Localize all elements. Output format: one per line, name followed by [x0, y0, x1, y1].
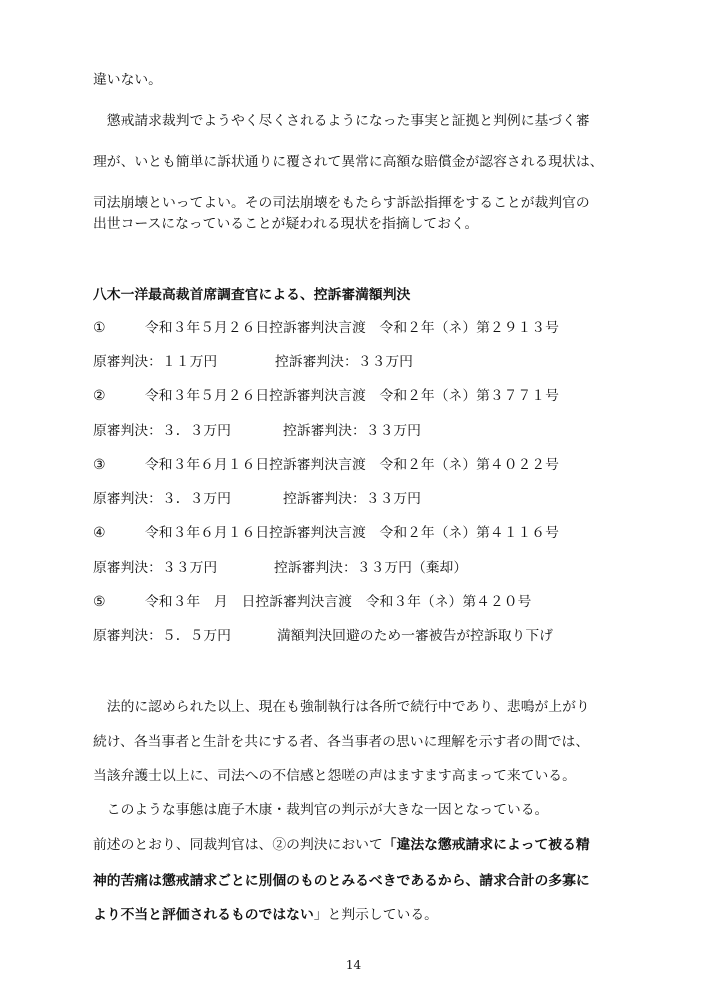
original-judgment: 原審判決：１１万円: [93, 354, 218, 370]
para2-line-7: [93, 905, 673, 925]
case-4-result: [93, 558, 673, 578]
case-number: ⑤: [93, 594, 106, 610]
appeal-judgment: 控訴審判決：３３万円: [283, 423, 421, 439]
case-decision: 令和３年６月１６日控訴審判決言渡 令和２年（ネ）第４０２２号: [145, 457, 559, 473]
case-5-result: [93, 626, 673, 646]
case-decision: 令和３年５月２６日控訴審判決言渡 令和２年（ネ）第３７７１号: [145, 388, 559, 404]
case-2-result: [93, 421, 673, 441]
para1-line-3: 理が、いとも簡単に訴状通りに覆されて異常に高額な賠償金が認容される現状は、: [93, 154, 604, 170]
case-number: ③: [93, 457, 106, 473]
para1-line-1: 違いない。: [93, 72, 162, 88]
quoted-holding: 「違法な懲戒請求によって被る精: [382, 837, 590, 853]
case-number: ④: [93, 525, 106, 541]
page-number: 14: [345, 958, 362, 972]
case-number: ①: [93, 320, 106, 336]
original-judgment: 原審判決：３３万円: [93, 560, 218, 576]
quoted-holding: より不当と評価されるものではない: [93, 907, 314, 923]
case-3-result: [93, 489, 673, 509]
para2-line-1: 法的に認められた以上、現在も強制執行は各所で続行中であり、悲鳴が上がり: [93, 699, 590, 715]
case-decision: 令和３年６月１６日控訴審判決言渡 令和２年（ネ）第４１１６号: [145, 525, 559, 541]
case-3-decision: [93, 455, 673, 475]
appeal-judgment: 控訴審判決：３３万円: [275, 354, 413, 370]
original-judgment: 原審判決：５．５万円: [93, 628, 231, 644]
original-judgment: 原審判決：３．３万円: [93, 491, 231, 507]
line-text: 」と判示している。: [313, 907, 438, 923]
case-decision: 令和３年５月２６日控訴審判決言渡 令和２年（ネ）第２９１３号: [145, 320, 559, 336]
para2-line-6: 神的苦痛は懲戒請求ごとに別個のものとみるべきであるから、請求合計の多寡に: [93, 873, 590, 889]
para2-line-4: このような事態は鹿子木康・裁判官の判示が大きな一因となっている。: [93, 802, 549, 818]
appeal-judgment: 控訴審判決：３３万円（棄却）: [274, 560, 468, 576]
case-5-decision: [93, 592, 673, 612]
original-judgment: 原審判決：３．３万円: [93, 423, 231, 439]
case-number: ②: [93, 388, 106, 404]
case-1-decision: [93, 318, 673, 338]
para2-line-3: 当該弁護士以上に、司法への不信感と怨嗟の声はますます高まって来ている。: [93, 768, 576, 784]
para1-line-5: 出世コースになっていることが疑われる現状を指摘しておく。: [93, 216, 479, 232]
case-4-decision: [93, 523, 673, 543]
para2-line-2: 続け、各当事者と生計を共にする者、各当事者の思いに理解を示す者の間では、: [93, 734, 590, 750]
appeal-judgment: 控訴審判決：３３万円: [283, 491, 421, 507]
line-text: 前述のとおり、同裁判官は、②の判決において: [93, 837, 383, 853]
para1-line-2: 懲戒請求裁判でようやく尽くされるようになった事実と証拠と判例に基づく審: [93, 113, 590, 129]
para2-line-5: [93, 835, 673, 855]
case-2-decision: [93, 386, 673, 406]
section-heading: 八木一洋最高裁首席調査官による、控訴審満額判決: [93, 287, 411, 303]
para1-line-4: 司法崩壊といってよい。その司法崩壊をもたらす訴訟指揮をすることが裁判官の: [93, 195, 590, 211]
case-1-result: [93, 352, 673, 372]
case-decision: 令和３年 月 日控訴審判決言渡 令和３年（ネ）第４２０号: [145, 594, 532, 610]
appeal-judgment: 満額判決回避のため一審被告が控訴取り下げ: [277, 628, 553, 644]
